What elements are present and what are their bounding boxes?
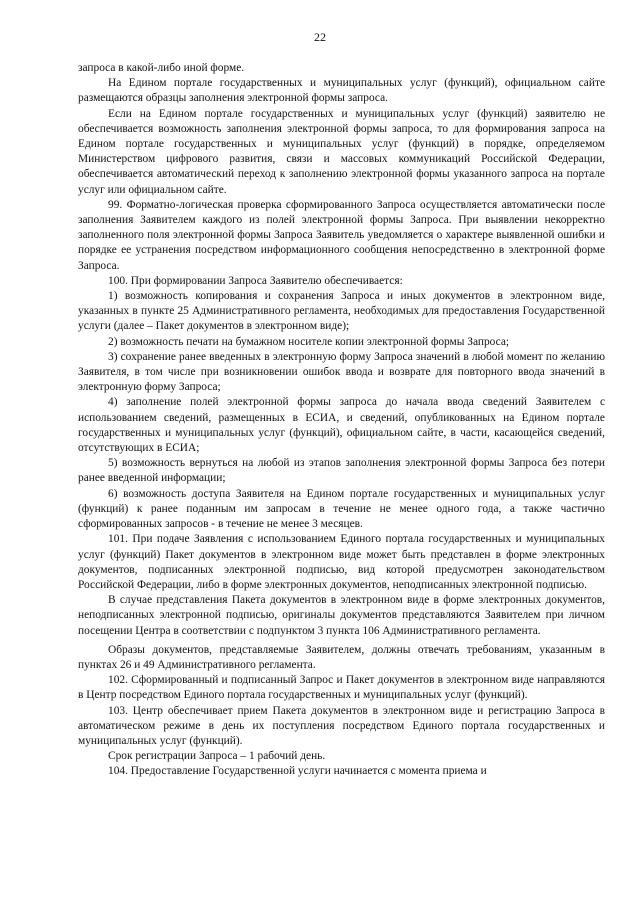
list-item-100-4: 4) заполнение полей электронной формы запроса до начала ввода сведений Заявителем с использованием сведений, размещенных в ЕСИА, и сведений, опубликованных на Едином портале государственных и муниципальных услуг (функций), официальном сайте, в части, касающейся сведений, отсутствующих в ЕСИА; (78, 396, 605, 455)
paragraph-continuation: запроса в какой-либо иной форме. (78, 62, 245, 74)
paragraph-104: 104. Предоставление Государственной услуги начинается с момента приема и (108, 765, 487, 778)
paragraph-99: 99. Форматно-логическая проверка сформированного Запроса осуществляется автоматически после заполнения Заявителем каждого из полей электронной формы Запроса. При выявлении некорректно заполненного поля электронной формы Запроса Заявитель уведомляется о характере выявленной ошибки и порядке ее устранения посредством информационного сообщения непосредственно в электронной форме Запроса. (78, 198, 605, 272)
paragraph-document-images: Образы документов, представляемые Заявителем, должны отвечать требованиям, указанным в пунктах 26 и 49 Административного регламента. (78, 643, 605, 671)
document-body (78, 61, 605, 780)
list-item-100-2: 2) возможность печати на бумажном носителе копии электронной формы Запроса; (108, 335, 510, 348)
list-item-100-3: 3) сохранение ранее введенных в электронную форму Запроса значений в любой момент по желанию Заявителя, в том числе при возникновении ошибок ввода и возврате для повторного ввода значений в электронную форму Запроса; (78, 350, 605, 394)
paragraph-auto-transition: Если на Едином портале государственных и муниципальных услуг (функций) заявителю не обеспечивается возможность заполнения электронной формы запроса, то для формирования запроса на Едином портале государственных и муниципальных услуг (функций) в порядке, определяемом Министерством цифрового развития, связи и массовых коммуникаций Российской Федерации, обеспечивается автоматический переход к заполнению электронной формы указанного запроса на портале услуг или официальном сайте. (78, 107, 605, 196)
paragraph-sample-forms: На Едином портале государственных и муниципальных услуг (функций), официальном сайте размещаются образцы заполнения электронной формы запроса. (78, 77, 605, 105)
list-item-100-1: 1) возможность копирования и сохранения Запроса и иных документов в электронном виде, указанных в пункте 25 Административного регламента, необходимых для предоставления Государственной услуги (далее – Пакет документов в электронном виде); (78, 290, 605, 333)
page-number: 22 (314, 30, 326, 44)
list-item-100-6: 6) возможность доступа Заявителя на Едином портале государственных и муниципальных услуг (функций) к ранее поданным им запросам в течение не менее одного года, а также частично сформированных запросов - в течение не менее 3 месяцев. (78, 487, 605, 531)
paragraph-100: 100. При формировании Запроса Заявителю обеспечивается: (108, 274, 403, 287)
paragraph-103: 103. Центр обеспечивает прием Пакета документов в электронном виде и регистрацию Запроса в автоматическом режиме в день их поступления посредством Единого портала государственных и муниципальных услуг (функций). (78, 704, 605, 747)
paragraph-registration-term: Срок регистрации Запроса – 1 рабочий день. (108, 750, 326, 763)
list-item-100-5: 5) возможность вернуться на любой из этапов заполнения электронной формы Запроса без потери ранее введенной информации; (78, 457, 605, 485)
paragraph-originals: В случае представления Пакета документов в электронном виде в форме электронных документов, неподписанных электронной подписью, оригиналы документов представляются Заявителем при личном посещении Центра в соответствии с подпунктом 3 пункта 106 Административного регламента. (78, 594, 605, 637)
paragraph-102: 102. Сформированный и подписанный Запрос и Пакет документов в электронном виде направляются в Центр посредством Единого портала государственных и муниципальных услуг (функций). (78, 674, 605, 702)
paragraph-101: 101. При подаче Заявления с использованием Единого портала государственных и муниципальных услуг (функций) Пакет документов в электронном виде может быть представлен в форме электронных документов, подписанных электронной подписью, вид которой предусмотрен законодательством Российской Федерации, либо в форме электронных документов, неподписанных электронной подписью. (78, 533, 605, 591)
